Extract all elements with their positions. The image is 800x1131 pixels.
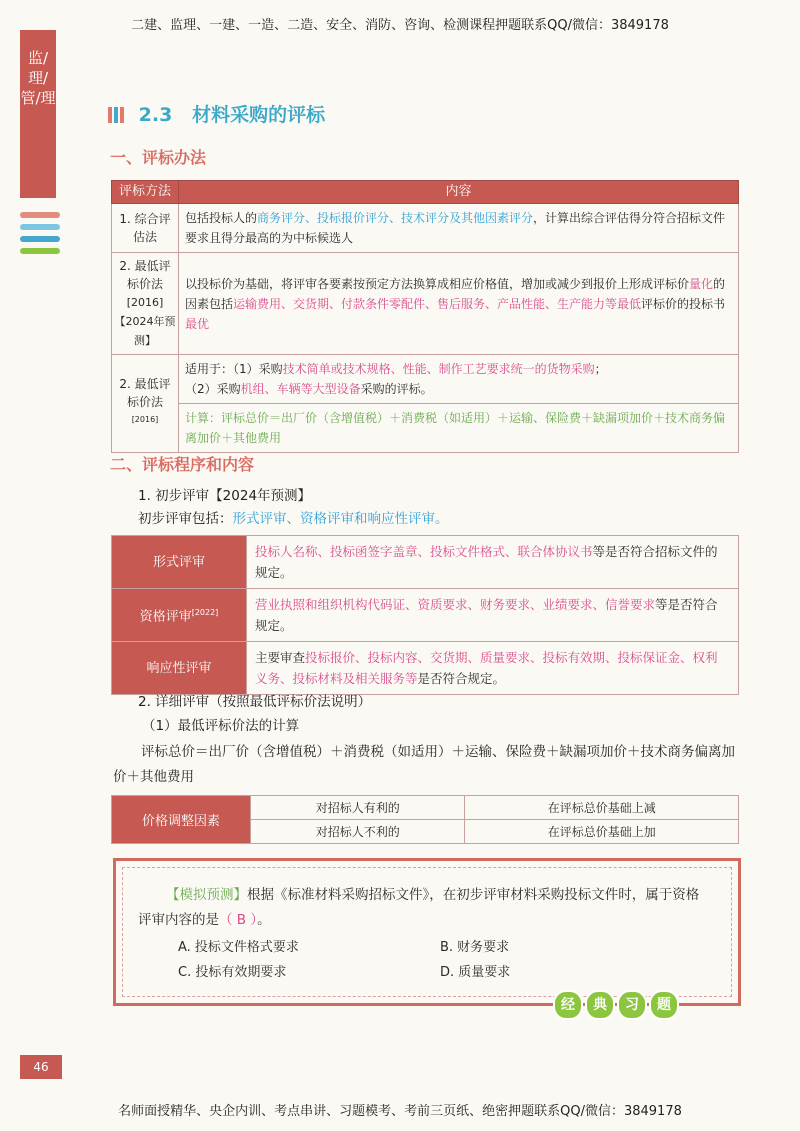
option-b: B. 财务要求 — [440, 940, 510, 955]
table-row — [112, 204, 739, 253]
prelim-review-table — [111, 535, 739, 695]
table-row — [112, 536, 739, 589]
content-cell: 包括投标人的商务评分、投标报价评分、技术评分及其他因素评分，计算出综合评估得分符合招标文件要求且得分最高的为中标候选人 — [179, 204, 739, 253]
table-row — [112, 796, 739, 820]
method-cell: 2. 最低评标价法 [2016] — [112, 355, 179, 453]
row-content: 主要审查投标报价、投标内容、交货期、质量要求、投标有效期、投标保证金、权利义务、投标材料及相关服务等是否符合规定。 — [247, 642, 739, 695]
table-row — [112, 355, 739, 453]
evaluation-methods-table — [111, 180, 739, 453]
exercise-box — [113, 858, 741, 1006]
part1-title: 一、评标办法 — [110, 148, 207, 167]
detail-review-sub: （1）最低评标价法的计算 — [142, 718, 300, 734]
table-header-row — [112, 181, 739, 204]
col-header-method: 评标方法 — [112, 181, 179, 204]
deco-bar — [20, 224, 60, 230]
sidebar-tab: 监/理/管/理 — [20, 30, 56, 198]
page-number: 46 — [20, 1055, 62, 1079]
method-cell: 2. 最低评标价法 [2016]【2024年预测】 — [112, 253, 179, 355]
table-row — [112, 642, 739, 695]
content-cell: 以投标价为基础，将评审各要素按预定方法换算成相应价格值，增加或减少到报价上形成评标价量化的因素包括运输费用、交货期、付款条件零配件、售后服务、产品性能、生产能力等最低评标价的投标书最优 — [179, 253, 739, 355]
detail-review-title: 2. 详细评审（按照最低评标价法说明） — [138, 694, 372, 710]
section-heading: 材料采购的评标 — [192, 104, 326, 126]
content-cell: 适用于：（1）采购技术简单或技术规格、性能、制作工艺要求统一的货物采购； （2）采购机组、车辆等大型设备采购的评标。 计算：评标总价＝出厂价（含增值税）＋消费税（如适用）＋运输、保险费＋缺漏项加价＋技术商务偏离加价＋其他费用 — [179, 355, 739, 453]
row-header: 形式评审 — [112, 536, 247, 589]
prelim-review-title: 1. 初步评审【2024年预测】 — [138, 488, 312, 504]
table-cell: 在评标总价基础上减 — [465, 796, 739, 820]
row-header: 价格调整因素 — [112, 796, 251, 844]
classic-exercise-badge: 经 典 习 题 — [553, 990, 681, 1018]
section-bars-icon — [108, 104, 126, 126]
deco-bar — [20, 212, 60, 218]
table-row — [112, 253, 739, 355]
row-content: 营业执照和组织机构代码证、资质要求、财务要求、业绩要求、信誉要求等是否符合规定。 — [247, 589, 739, 642]
table-cell: 对招标人不利的 — [251, 820, 465, 844]
price-adjust-table — [111, 795, 739, 844]
exercise-question: 【模拟预测】根据《标准材料采购招标文件》，在初步评审材料采购投标文件时，属于资格评审内容的是（ B ）。 — [138, 887, 700, 928]
option-c: C. 投标有效期要求 — [178, 965, 287, 980]
row-header: 响应性评审 — [112, 642, 247, 695]
page-header: 二建、监理、一建、一造、二造、安全、消防、咨询、检测课程押题联系QQ/微信：3849178 — [131, 18, 669, 33]
page-footer: 名师面授精华、央企内训、考点串讲、习题模考、考前三页纸、绝密押题联系QQ/微信：3849178 — [118, 1104, 682, 1119]
row-header: 资格评审[2022] — [112, 589, 247, 642]
part2-title: 二、评标程序和内容 — [110, 455, 255, 474]
section-title — [108, 100, 325, 127]
section-number: 2.3 — [138, 104, 173, 126]
deco-bar — [20, 248, 60, 254]
prelim-review-desc: 初步评审包括：形式评审、资格评审和响应性评审。 — [138, 511, 449, 527]
deco-bar — [20, 236, 60, 242]
calc-formula: 计算：评标总价＝出厂价（含增值税）＋消费税（如适用）＋运输、保险费＋缺漏项加价＋技术商务偏离加价＋其他费用 — [185, 411, 726, 445]
table-row — [112, 589, 739, 642]
detail-formula: 评标总价＝出厂价（含增值税）＋消费税（如适用）＋运输、保险费＋缺漏项加价＋技术商务偏离加价＋其他费用 — [113, 744, 735, 785]
option-a: A. 投标文件格式要求 — [178, 940, 299, 955]
col-header-content: 内容 — [179, 181, 739, 204]
row-content: 投标人名称、投标函签字盖章、投标文件格式、联合体协议书等是否符合招标文件的规定。 — [247, 536, 739, 589]
table-cell: 在评标总价基础上加 — [465, 820, 739, 844]
option-d: D. 质量要求 — [440, 965, 511, 980]
method-cell: 1. 综合评估法 — [112, 204, 179, 253]
table-cell: 对招标人有利的 — [251, 796, 465, 820]
